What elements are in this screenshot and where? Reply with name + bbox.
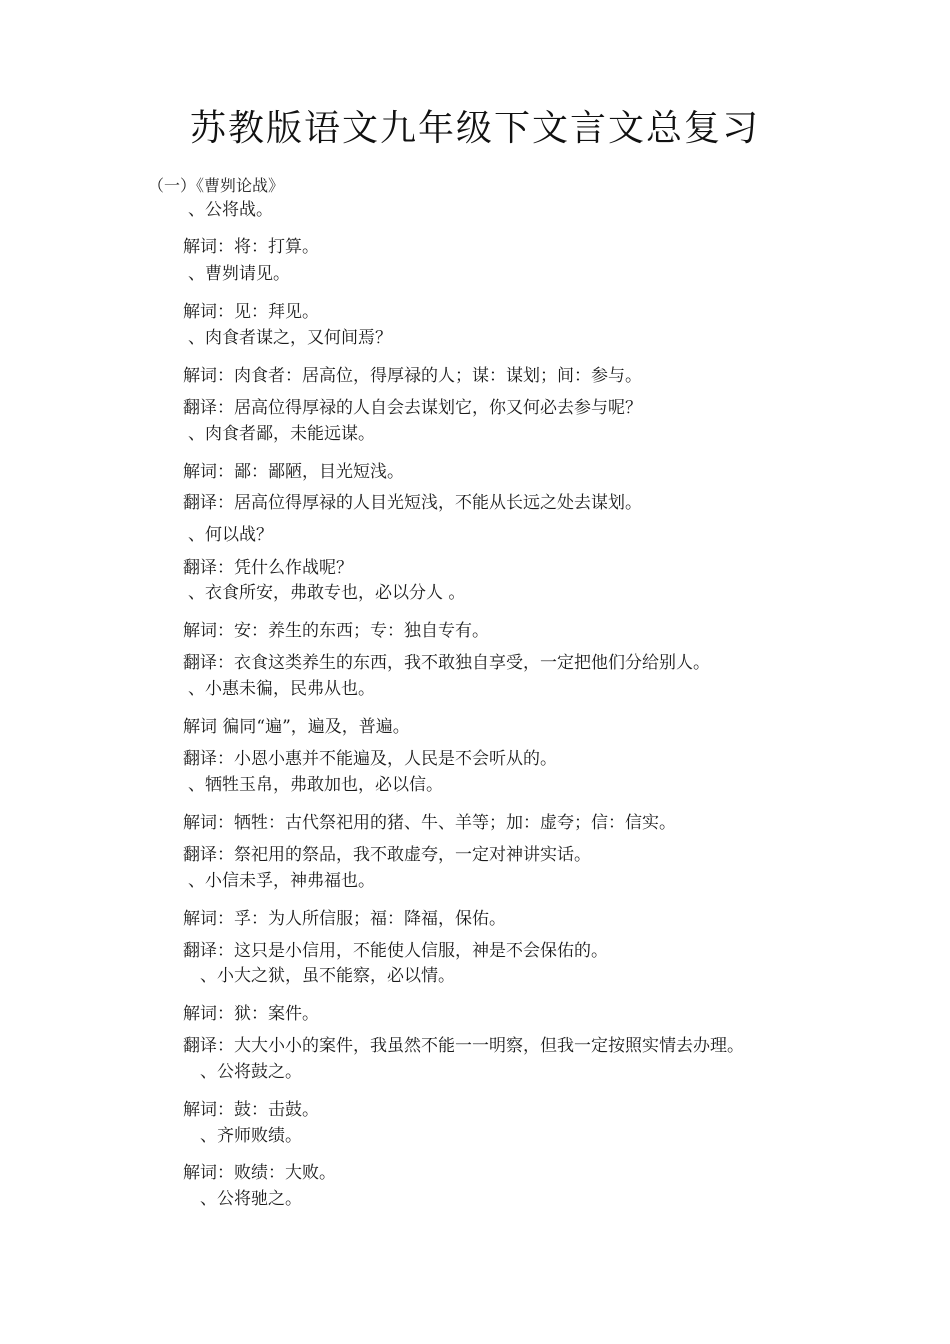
question-line: 、公将战。 — [188, 200, 273, 220]
question-line: 、公将鼓之。 — [200, 1062, 302, 1082]
explanation-line: 解词：肉食者：居高位，得厚禄的人；谋：谋划；间：参与。 — [183, 366, 642, 386]
explanation-line: 解词：孚：为人所信服；福：降福，保佑。 — [183, 909, 506, 929]
translation-line: 翻译：祭祀用的祭品，我不敢虚夸，一定对神讲实话。 — [183, 845, 591, 865]
question-line: 、齐师败绩。 — [200, 1126, 302, 1146]
translation-line: 翻译：小恩小惠并不能遍及，人民是不会听从的。 — [183, 749, 557, 769]
question-line: 、小信未孚，神弗福也。 — [188, 871, 375, 891]
question-line: 、何以战？ — [188, 525, 273, 545]
question-line: 、小大之狱，虽不能察，必以情。 — [200, 966, 455, 986]
explanation-line: 解词：安：养生的东西；专：独自专有。 — [183, 621, 489, 641]
translation-line: 翻译：衣食这类养生的东西，我不敢独自享受，一定把他们分给别人。 — [183, 653, 710, 673]
explanation-line: 解词：败绩：大败。 — [183, 1163, 336, 1183]
translation-line: 翻译：凭什么作战呢？ — [183, 558, 353, 578]
translation-line: 翻译：大大小小的案件，我虽然不能一一明察，但我一定按照实情去办理。 — [183, 1036, 744, 1056]
explanation-line: 解词：狱：案件。 — [183, 1004, 319, 1024]
section-heading: （一）《曹刿论战》 — [148, 176, 285, 195]
question-line: 、肉食者谋之，又何间焉？ — [188, 328, 392, 348]
explanation-line: 解词：鄙：鄙陋，目光短浅。 — [183, 462, 404, 482]
explanation-line: 解词 徧同“遍”，遍及，普遍。 — [183, 717, 410, 737]
explanation-line: 解词：鼓：击鼓。 — [183, 1100, 319, 1120]
question-line: 、曹刿请见。 — [188, 264, 290, 284]
translation-line: 翻译：居高位得厚禄的人自会去谋划它，你又何必去参与呢？ — [183, 398, 642, 418]
translation-line: 翻译：这只是小信用，不能使人信服，神是不会保佑的。 — [183, 941, 608, 961]
question-line: 、公将驰之。 — [200, 1189, 302, 1209]
question-line: 、肉食者鄙，未能远谋。 — [188, 424, 375, 444]
question-line: 、小惠未徧，民弗从也。 — [188, 679, 375, 699]
explanation-line: 解词：见：拜见。 — [183, 302, 319, 322]
question-line: 、牺牲玉帛，弗敢加也，必以信。 — [188, 775, 443, 795]
document-title: 苏教版语文九年级下文言文总复习 — [189, 108, 760, 149]
question-line: 、衣食所安，弗敢专也，必以分人 。 — [188, 583, 466, 603]
translation-line: 翻译：居高位得厚禄的人目光短浅，不能从长远之处去谋划。 — [183, 493, 642, 513]
explanation-line: 解词：将：打算。 — [183, 237, 319, 257]
explanation-line: 解词：牺牲：古代祭祀用的猪、牛、羊等；加：虚夸；信：信实。 — [183, 813, 676, 833]
